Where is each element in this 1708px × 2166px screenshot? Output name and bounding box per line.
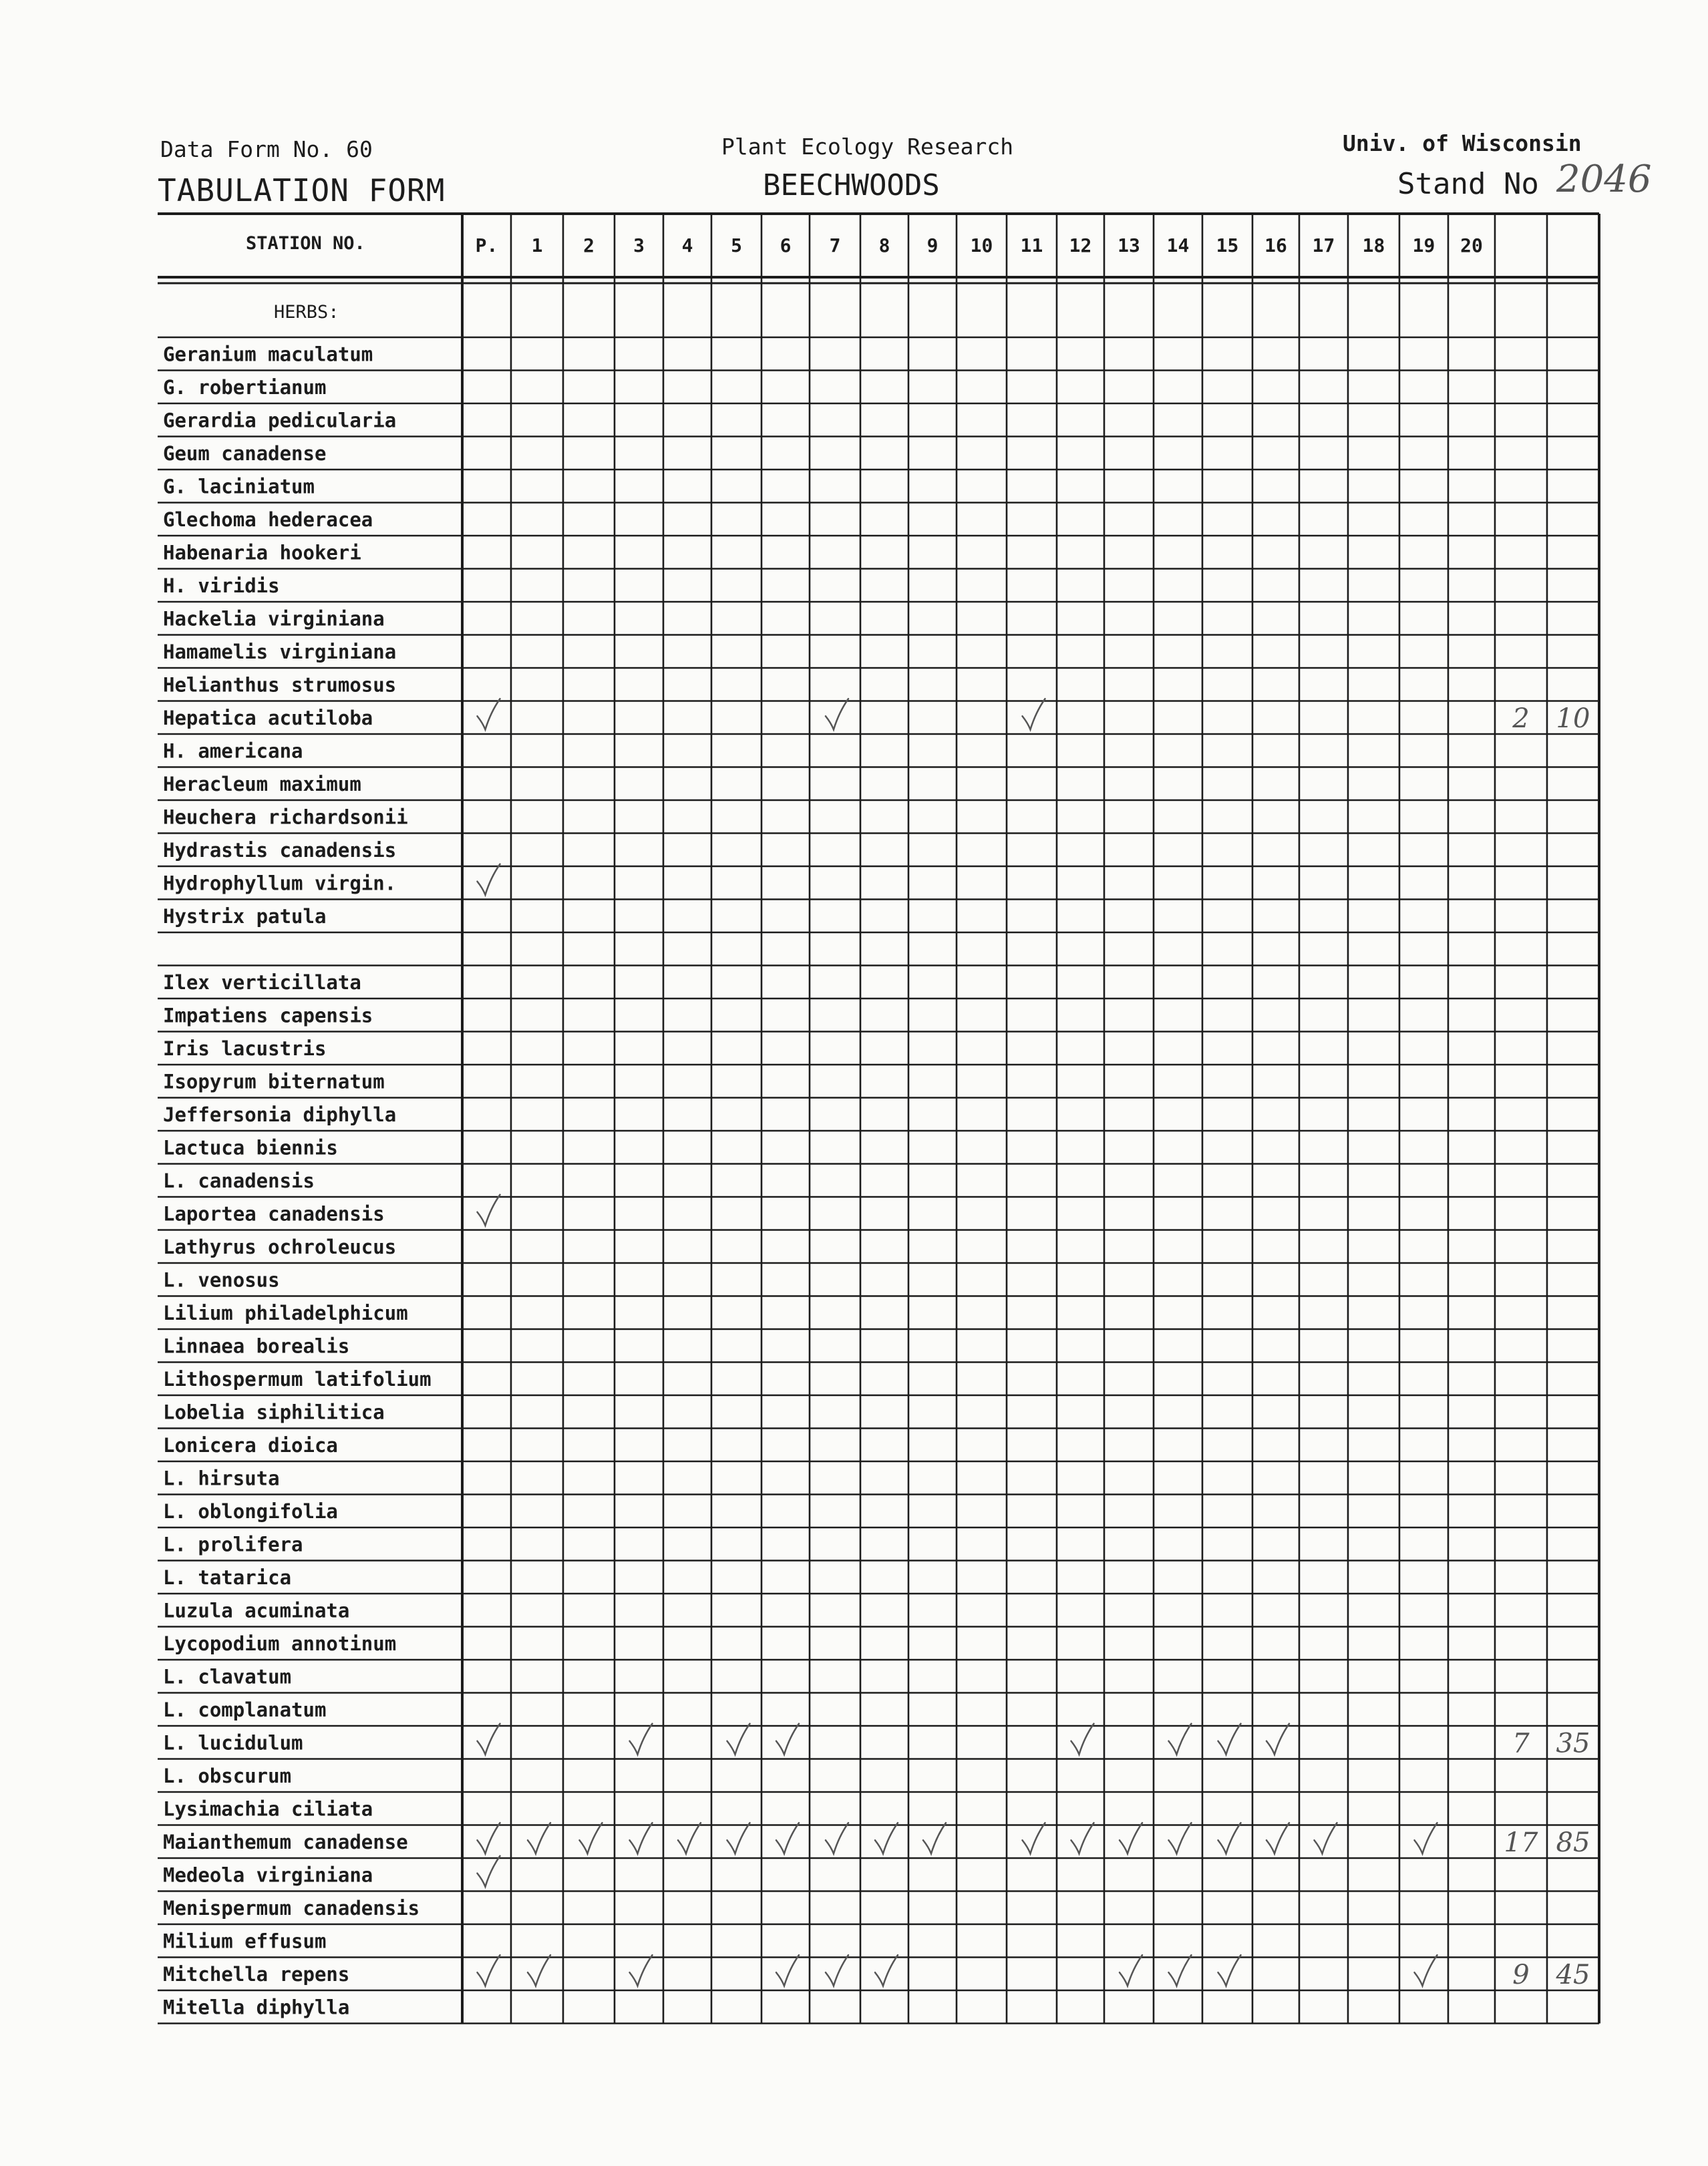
table-row [163, 1401, 385, 1424]
check-mark [1266, 1823, 1289, 1853]
check-mark [1266, 1724, 1289, 1755]
check-mark [528, 1823, 550, 1853]
check-mark [1071, 1823, 1094, 1853]
species-name: L. oblongifolia [163, 1500, 338, 1523]
species-name: Heuchera richardsonii [163, 805, 408, 829]
species-name: L. obscurum [163, 1765, 292, 1787]
table-row [163, 508, 373, 531]
table-row [163, 1302, 408, 1324]
check-mark [478, 1823, 500, 1853]
check-mark [826, 1823, 848, 1853]
station-number-label: STATION NO. [246, 233, 365, 254]
frequency-count: 9 [1512, 1960, 1530, 1990]
table-row [163, 1765, 291, 1787]
check-mark [826, 1955, 848, 1986]
check-mark [1218, 1823, 1241, 1853]
species-name: Helianthus strumosus [163, 673, 397, 697]
table-row [163, 1600, 349, 1622]
column-header-P: P. [475, 234, 498, 256]
org-name: Plant Ecology Research [721, 134, 1014, 160]
table-row [163, 1269, 280, 1292]
table-row [163, 1897, 419, 1920]
check-mark [776, 1724, 799, 1755]
species-name: Gerardia pedicularia [163, 409, 397, 432]
check-mark [678, 1823, 701, 1853]
check-mark [630, 1955, 653, 1986]
table-row [163, 1666, 291, 1688]
column-header-2: 2 [583, 234, 594, 256]
column-header-20: 20 [1460, 234, 1483, 256]
check-mark [776, 1955, 799, 1986]
check-mark [580, 1823, 603, 1853]
check-mark [478, 1955, 500, 1986]
table-row [163, 1566, 291, 1589]
check-mark [826, 699, 848, 729]
table-row [163, 806, 408, 829]
species-name: Geum canadense [163, 442, 327, 465]
table-row [163, 376, 326, 399]
table-row [163, 442, 326, 465]
table-row [163, 839, 396, 862]
species-name: Lycopodium annotinum [163, 1632, 397, 1655]
column-header-6: 6 [780, 234, 792, 256]
check-mark [1415, 1823, 1437, 1853]
column-header-3: 3 [633, 234, 645, 256]
stand-number-handwritten: 2046 [1556, 158, 1652, 201]
check-mark [1315, 1823, 1337, 1853]
column-header-15: 15 [1216, 234, 1239, 256]
species-name: L. lucidulum [163, 1731, 303, 1755]
check-mark [630, 1724, 653, 1755]
check-mark [1023, 699, 1045, 729]
check-mark [1169, 1724, 1192, 1755]
check-mark [528, 1955, 550, 1986]
frequency-count: 2 [1512, 703, 1530, 734]
column-header-8: 8 [878, 234, 890, 256]
table-row [163, 1823, 1590, 1858]
table-row [163, 1335, 349, 1358]
species-name: Mitella diphylla [163, 1996, 350, 2019]
species-name: Hepatica acutiloba [163, 707, 373, 729]
check-mark [1169, 1823, 1192, 1853]
species-name: G. robertianum [163, 376, 327, 399]
species-name: Impatiens capensis [163, 1004, 373, 1027]
table-row [163, 1037, 326, 1060]
table-row [163, 1103, 396, 1126]
species-name: Mitchella repens [163, 1963, 350, 1986]
check-mark [727, 1823, 750, 1853]
check-mark [1169, 1955, 1192, 1986]
column-header-1: 1 [531, 234, 543, 256]
table-row [163, 608, 385, 630]
table-row [163, 1698, 326, 1721]
species-name: Heracleum maximum [163, 773, 361, 795]
check-mark [1218, 1724, 1241, 1755]
table-row [163, 409, 396, 432]
column-header-9: 9 [926, 234, 938, 256]
species-name: L. venosus [163, 1268, 280, 1292]
species-name: L. prolifera [163, 1533, 303, 1556]
species-name: Hamamelis virginiana [163, 641, 397, 663]
species-name: L. hirsuta [163, 1467, 280, 1490]
species-name: Geranium maculatum [163, 343, 373, 366]
species-name: H. viridis [163, 574, 280, 597]
check-mark [776, 1823, 799, 1853]
species-name: Medeola virginiana [163, 1863, 373, 1887]
column-header-7: 7 [829, 234, 841, 256]
table-row [163, 1434, 338, 1457]
table-row [163, 542, 361, 564]
species-name: G. laciniatum [163, 475, 315, 498]
species-name: Milium effusum [163, 1930, 327, 1953]
column-header-10: 10 [970, 234, 993, 256]
check-mark [727, 1724, 750, 1755]
table-row [163, 1856, 500, 1887]
frequency-count: 17 [1504, 1827, 1538, 1858]
check-mark [923, 1823, 946, 1853]
column-header-14: 14 [1166, 234, 1190, 256]
table-row [163, 1930, 326, 1953]
species-name: L. clavatum [163, 1665, 292, 1688]
check-mark [1120, 1955, 1142, 1986]
species-name: H. americana [163, 739, 303, 763]
column-header-17: 17 [1312, 234, 1335, 256]
table-row [163, 1500, 338, 1523]
table-row [163, 971, 361, 994]
table-row [163, 1169, 315, 1192]
stand-label: Stand No [1397, 167, 1539, 201]
species-name: Lithospermum latifolium [163, 1368, 432, 1391]
check-mark [478, 1856, 500, 1887]
species-name: Linnaea borealis [163, 1334, 350, 1358]
table-row [163, 1368, 432, 1391]
form-title: TABULATION FORM [158, 172, 446, 208]
site-name: BEECHWOODS [763, 168, 940, 202]
species-name: Jeffersonia diphylla [163, 1103, 397, 1126]
table-row [163, 641, 396, 663]
table-row [163, 1236, 396, 1258]
frequency-percent: 85 [1556, 1827, 1590, 1858]
table-row [163, 1137, 338, 1159]
table-row [163, 864, 500, 895]
species-name: Ilex verticillata [163, 971, 361, 994]
table-row [163, 905, 326, 928]
table-row [163, 343, 373, 366]
species-name: Maianthemum canadense [163, 1831, 408, 1853]
species-name: Hackelia virginiana [163, 607, 385, 630]
table-row [163, 1533, 303, 1556]
check-mark [478, 864, 500, 895]
check-mark [1023, 1823, 1045, 1853]
species-name: Lactuca biennis [163, 1136, 338, 1159]
check-mark [1071, 1724, 1094, 1755]
species-name: Habenaria hookeri [163, 541, 361, 564]
check-mark [1218, 1955, 1241, 1986]
column-header-13: 13 [1118, 234, 1140, 256]
form-number: Data Form No. 60 [160, 136, 373, 162]
check-mark [478, 1724, 500, 1755]
check-mark [1415, 1955, 1437, 1986]
table-row [163, 1467, 280, 1490]
species-name: Lobelia siphilitica [163, 1401, 385, 1424]
species-name: Glechoma hederacea [163, 508, 373, 531]
frequency-count: 7 [1512, 1728, 1530, 1759]
table-row [163, 1955, 1590, 1990]
section-label-herbs: HERBS: [274, 302, 339, 323]
frequency-percent: 35 [1556, 1728, 1590, 1759]
species-name: L. tatarica [163, 1566, 292, 1589]
check-mark [478, 699, 500, 729]
species-name: Hydrophyllum virgin. [163, 872, 397, 895]
check-mark [875, 1955, 898, 1986]
species-name: Hystrix patula [163, 905, 327, 928]
table-row [163, 1996, 349, 2019]
table-row [163, 476, 315, 498]
species-name: Luzula acuminata [163, 1599, 350, 1622]
species-name: Lonicera dioica [163, 1434, 338, 1457]
column-header-12: 12 [1069, 234, 1092, 256]
table-row [163, 1798, 373, 1821]
frequency-percent: 45 [1556, 1960, 1590, 1990]
column-header-16: 16 [1264, 234, 1287, 256]
column-header-5: 5 [731, 234, 742, 256]
table-row [163, 1724, 1590, 1759]
species-name: L. complanatum [163, 1698, 327, 1721]
table-row [163, 1195, 500, 1226]
check-mark [630, 1823, 653, 1853]
table-row [163, 574, 280, 597]
species-name: Isopyrum biternatum [163, 1070, 385, 1093]
column-header-11: 11 [1020, 234, 1043, 256]
table-row [163, 674, 396, 697]
table-row [163, 699, 1590, 734]
column-header-19: 19 [1412, 234, 1435, 256]
species-name: Lysimachia ciliata [163, 1797, 373, 1821]
column-header-18: 18 [1362, 234, 1385, 256]
species-name: Laportea canadensis [163, 1202, 385, 1226]
table-row [163, 773, 361, 795]
species-name: Lathyrus ochroleucus [163, 1236, 397, 1258]
species-name: Lilium philadelphicum [163, 1302, 408, 1324]
check-mark [875, 1823, 898, 1853]
species-name: Hydrastis canadensis [163, 839, 397, 862]
species-name: Iris lacustris [163, 1037, 327, 1060]
check-mark [478, 1195, 500, 1226]
table-row [163, 1071, 385, 1093]
university-name: Univ. of Wisconsin [1343, 130, 1582, 156]
check-mark [1120, 1823, 1142, 1853]
table-row [163, 1632, 396, 1655]
species-name: L. canadensis [163, 1169, 315, 1192]
table-row [163, 1005, 373, 1027]
column-header-4: 4 [681, 234, 693, 256]
species-name: Menispermum canadensis [163, 1897, 420, 1920]
frequency-percent: 10 [1556, 703, 1590, 734]
table-row [163, 740, 303, 763]
